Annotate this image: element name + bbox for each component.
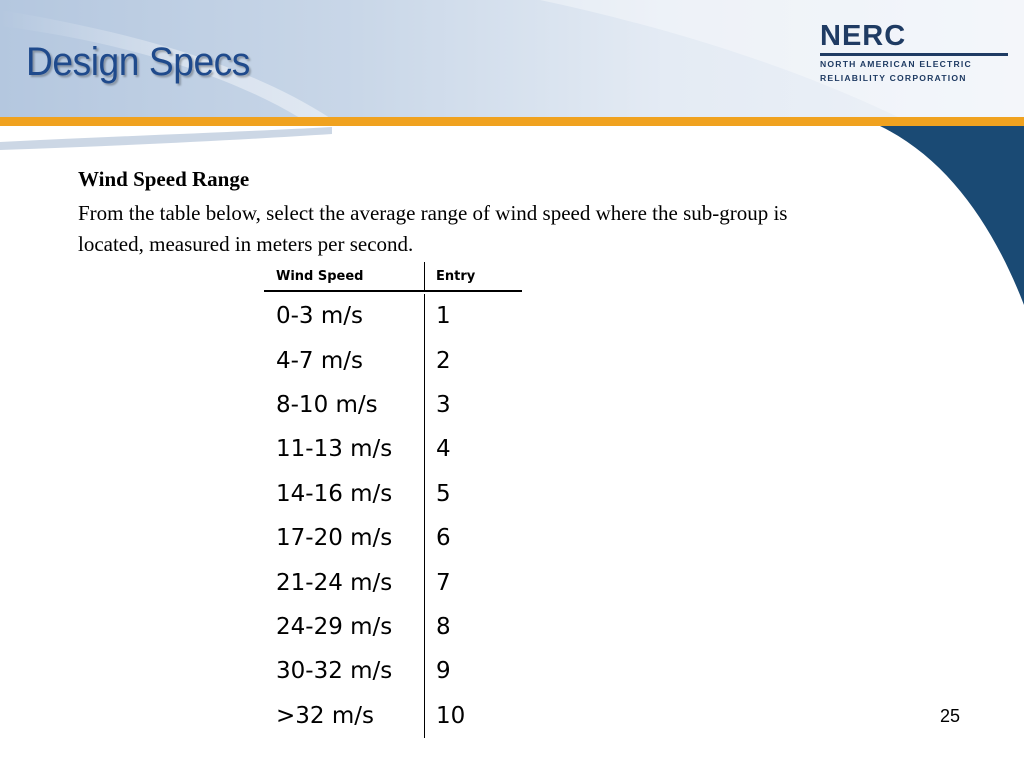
wind-speed-table [264,262,522,738]
table-row [264,383,522,427]
table-row [264,472,522,516]
table-row [264,516,522,560]
wind-speed-cell: >32 m/s [276,702,374,729]
entry-cell: 5 [424,472,522,516]
table-row [264,560,522,604]
header-orange-bar [0,117,1024,126]
logo-wordmark: NERC [820,20,907,52]
entry-cell: 3 [424,383,522,427]
slide-title: Design Specs [26,40,250,84]
wind-speed-cell: 14-16 m/s [276,480,393,507]
nerc-logo [820,22,1010,84]
logo-subtitle-line2: RELIABILITY CORPORATION [820,73,967,83]
logo-rule [820,53,1008,56]
entry-cell: 2 [424,338,522,382]
entry-cell: 9 [424,649,522,693]
entry-cell: 8 [424,605,522,649]
column-header-wind-speed: Wind Speed [276,268,364,284]
table-header-row [264,262,522,292]
wind-speed-cell: 8-10 m/s [276,391,378,418]
logo-subtitle-line1: NORTH AMERICAN ELECTRIC [820,59,972,69]
wind-speed-cell: 11-13 m/s [276,436,393,463]
page-number: 25 [940,706,961,726]
table-row [264,294,522,338]
wind-speed-cell: 24-29 m/s [276,613,393,640]
table-row [264,649,522,693]
wind-speed-cell: 17-20 m/s [276,525,393,552]
table-row [264,605,522,649]
entry-cell: 1 [424,294,522,338]
section-heading: Wind Speed Range [78,167,250,191]
entry-cell: 7 [424,560,522,604]
table-row [264,694,522,738]
intro-paragraph: From the table below, select the average range of wind speed where the sub-group is located, measured in meters per second. [78,201,788,256]
wind-speed-cell: 21-24 m/s [276,569,393,596]
table-body [264,294,522,738]
table-row [264,338,522,382]
entry-cell: 6 [424,516,522,560]
wind-speed-cell: 30-32 m/s [276,658,393,685]
entry-cell: 10 [424,694,522,738]
entry-cell: 4 [424,427,522,471]
wind-speed-cell: 4-7 m/s [276,347,364,374]
table-row [264,427,522,471]
column-header-entry: Entry [424,262,522,290]
wind-speed-cell: 0-3 m/s [276,303,364,330]
